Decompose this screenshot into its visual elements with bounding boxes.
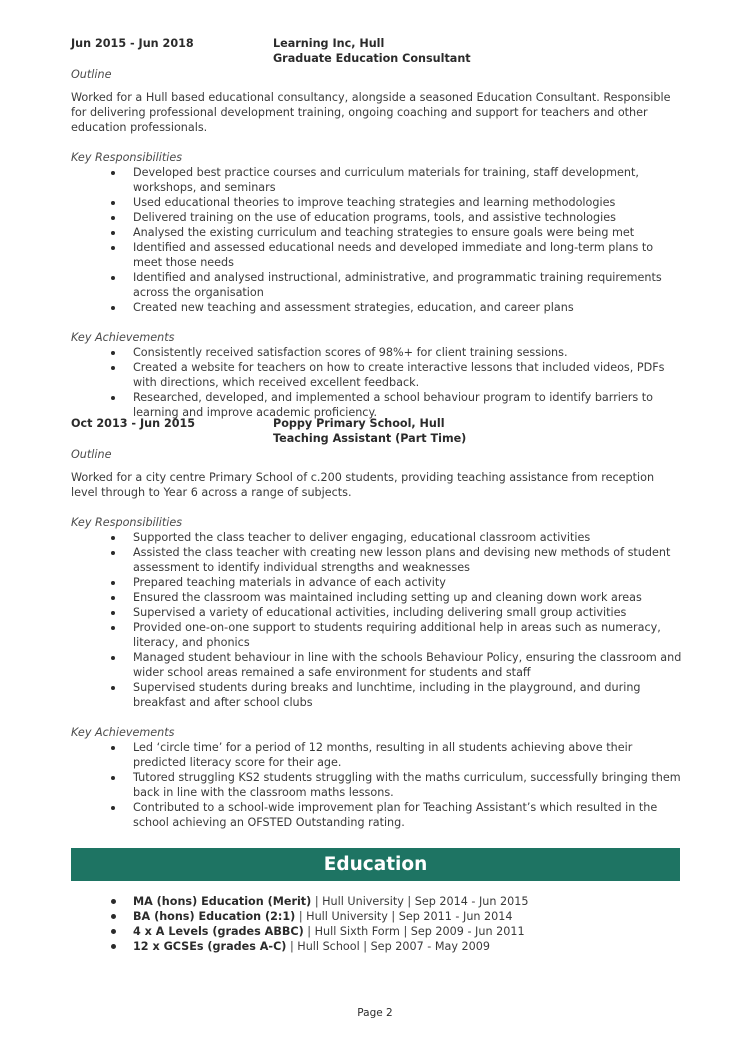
job-entry: [71, 416, 683, 830]
education-heading: Education: [71, 848, 680, 881]
responsibilities-list: [71, 165, 683, 315]
list-item: Created new teaching and assessment strategies, education, and career plans: [133, 300, 683, 315]
qualification: MA (hons) Education (Merit): [133, 895, 312, 908]
page-number: Page 2: [357, 1007, 393, 1019]
achievements-list: [71, 345, 683, 420]
list-item: Developed best practice courses and curriculum materials for training, staff development, workshops, and seminars: [133, 165, 683, 195]
list-item: Prepared teaching materials in advance of each activity: [133, 575, 683, 590]
education-item: [133, 894, 683, 909]
job-header: [71, 36, 683, 66]
qualification: BA (hons) Education (2:1): [133, 910, 296, 923]
list-item: Analysed the existing curriculum and teaching strategies to ensure goals were being met: [133, 225, 683, 240]
list-item: Created a website for teachers on how to create interactive lessons that included videos, PDFs with directions, which received excellent feedback.: [133, 360, 683, 390]
list-item: Led ‘circle time’ for a period of 12 months, resulting in all students achieving above their predicted literacy score for their age.: [133, 740, 683, 770]
list-item: Ensured the classroom was maintained including setting up and cleaning down work areas: [133, 590, 683, 605]
job-company: Learning Inc, Hull: [273, 37, 385, 50]
achievements-label: Key Achievements: [71, 726, 175, 739]
qualification: 4 x A Levels (grades ABBC): [133, 925, 304, 938]
outline-label: Outline: [71, 68, 112, 81]
list-item: Supervised a variety of educational activities, including delivering small group activities: [133, 605, 683, 620]
list-item: Supervised students during breaks and lunchtime, including in the playground, and during breakfast and after school clubs: [133, 680, 683, 710]
qualification-details: | Hull School | Sep 2007 - May 2009: [286, 940, 491, 953]
education-item: [133, 924, 683, 939]
education-item: [133, 939, 683, 954]
list-item: Supported the class teacher to deliver engaging, educational classroom activities: [133, 530, 683, 545]
responsibilities-list: [71, 530, 683, 710]
list-item: Tutored struggling KS2 students struggling with the maths curriculum, successfully bringing them back in line with the classroom maths lessons.: [133, 770, 683, 800]
outline-text: Worked for a Hull based educational consultancy, alongside a seasoned Education Consultant. Responsible for delivering professional development training, ongoing coaching and support for teachers and other education professionals.: [71, 91, 671, 134]
list-item: Consistently received satisfaction scores of 98%+ for client training sessions.: [133, 345, 683, 360]
responsibilities-label: Key Responsibilities: [71, 151, 183, 164]
job-title: Graduate Education Consultant: [273, 52, 471, 65]
qualification-details: | Hull Sixth Form | Sep 2009 - Jun 2011: [303, 925, 525, 938]
qualification-details: | Hull University | Sep 2011 - Jun 2014: [295, 910, 513, 923]
list-item: Used educational theories to improve teaching strategies and learning methodologies: [133, 195, 683, 210]
achievements-label: Key Achievements: [71, 331, 175, 344]
job-title: Teaching Assistant (Part Time): [273, 432, 467, 445]
job-entry: [71, 36, 683, 420]
job-dates: Oct 2013 - Jun 2015: [71, 417, 196, 430]
outline-label: Outline: [71, 448, 112, 461]
list-item: Managed student behaviour in line with the schools Behaviour Policy, ensuring the classroom and wider school areas remained a safe environment for students and staff: [133, 651, 682, 679]
qualification: 12 x GCSEs (grades A-C): [133, 940, 287, 953]
list-item: Provided one-on-one support to students requiring additional help in areas such as numeracy, literacy, and phonics: [133, 620, 683, 650]
education-item: [133, 909, 683, 924]
list-item: Contributed to a school-wide improvement plan for Teaching Assistant’s which resulted in the school achieving an OFSTED Outstanding rating.: [133, 800, 683, 830]
education-list: [71, 894, 683, 954]
list-item: Assisted the class teacher with creating new lesson plans and devising new methods of student assessment to identify individual strengths and weaknesses: [133, 545, 683, 575]
list-item: Identified and analysed instructional, administrative, and programmatic training requirements across the organisation: [133, 270, 683, 300]
list-item: Identified and assessed educational needs and developed immediate and long-term plans to meet those needs: [133, 240, 683, 270]
list-item: Delivered training on the use of education programs, tools, and assistive technologies: [133, 210, 683, 225]
achievements-list: [71, 740, 683, 830]
outline-text: Worked for a city centre Primary School of c.200 students, providing teaching assistance from reception level through to Year 6 across a range of subjects.: [71, 471, 655, 499]
responsibilities-label: Key Responsibilities: [71, 516, 183, 529]
qualification-details: | Hull University | Sep 2014 - Jun 2015: [311, 895, 529, 908]
job-dates: Jun 2015 - Jun 2018: [71, 37, 194, 50]
job-header: [71, 416, 683, 446]
list-item: Researched, developed, and implemented a school behaviour program to identify barriers to learning and improve academic proficiency.: [133, 390, 683, 420]
job-company: Poppy Primary School, Hull: [273, 417, 445, 430]
